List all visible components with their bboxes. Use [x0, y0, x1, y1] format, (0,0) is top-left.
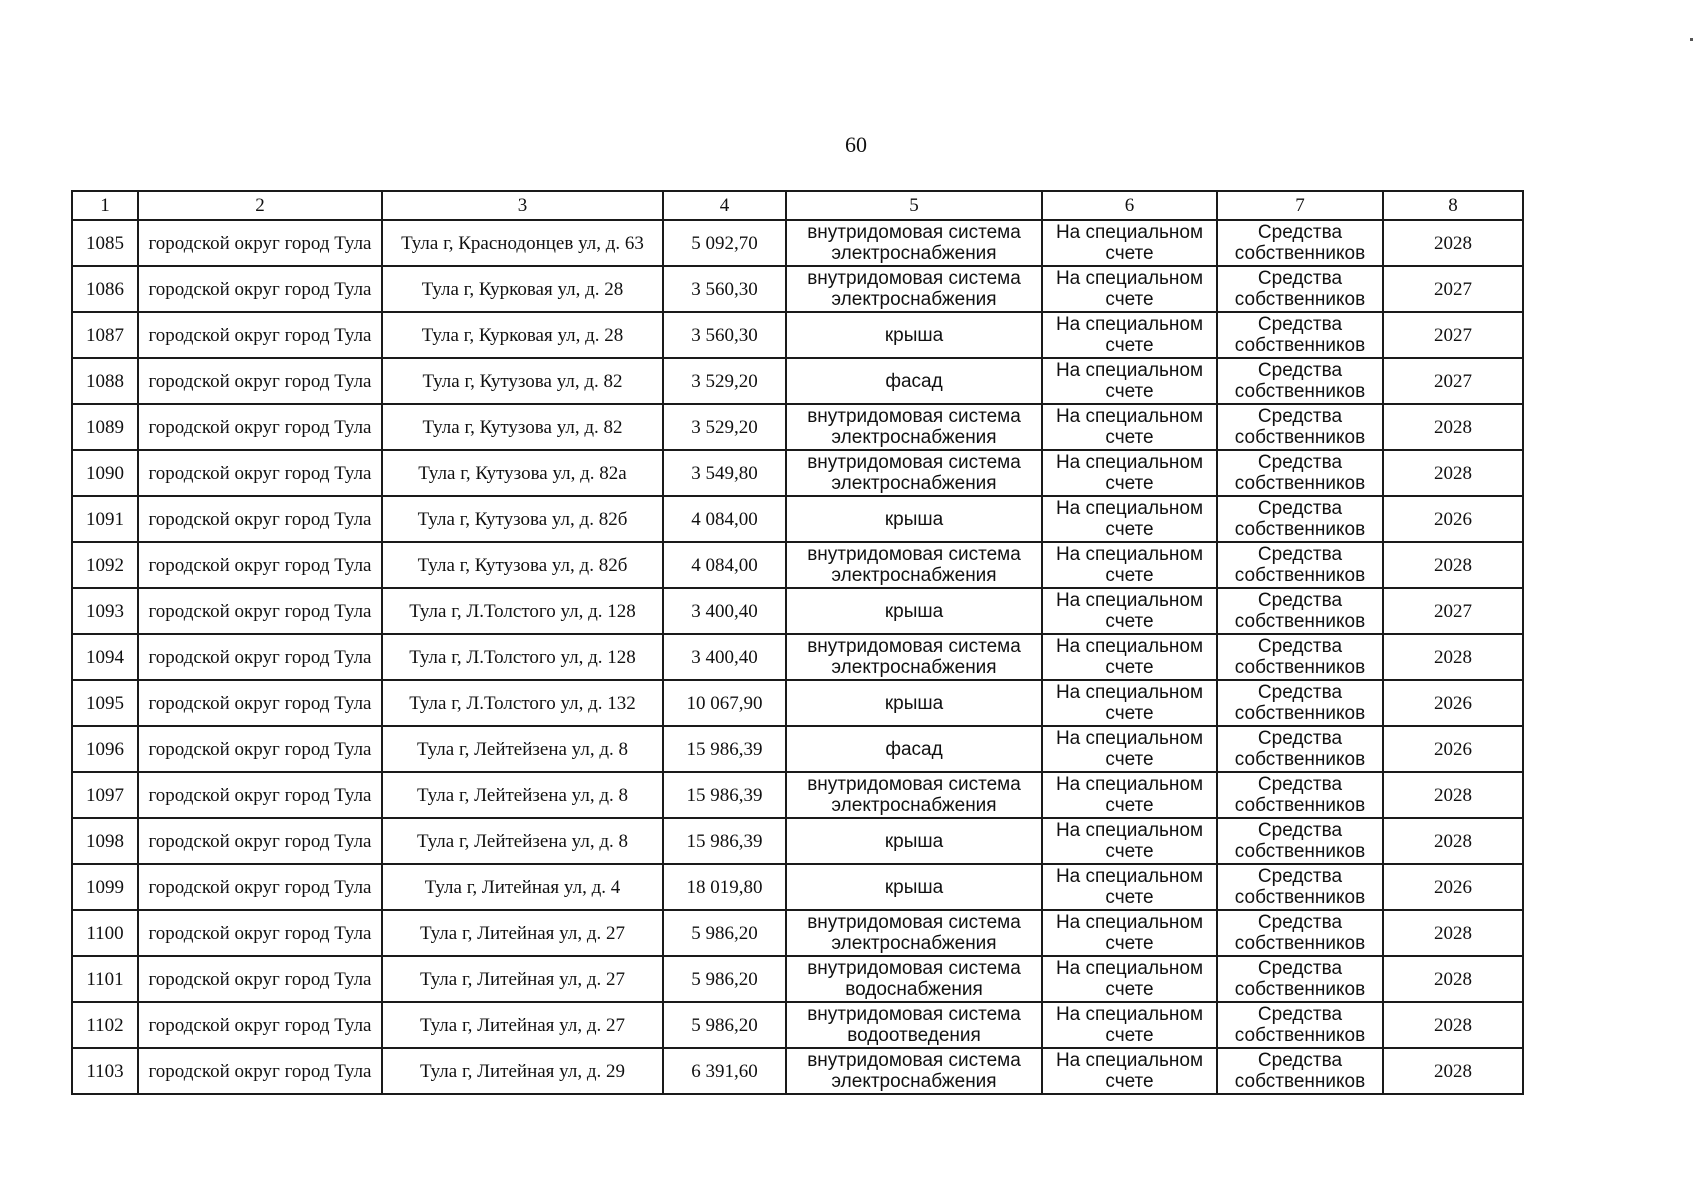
cell-municipality: городской округ город Тула — [138, 266, 382, 312]
table-row — [72, 772, 1523, 818]
cell-address: Тула г, Кутузова ул, д. 82 — [382, 404, 663, 450]
cell-row-number: 1101 — [72, 956, 138, 1002]
cell-funding-source: Средства собственников — [1217, 864, 1383, 910]
cell-repair-element: крыша — [786, 312, 1042, 358]
cell-repair-element: внутридомовая система электроснабжения — [786, 404, 1042, 450]
cell-year: 2028 — [1383, 542, 1523, 588]
capital-repair-register-table — [71, 190, 1524, 1095]
table-body — [72, 220, 1523, 1094]
cell-row-number: 1102 — [72, 1002, 138, 1048]
cell-row-number: 1090 — [72, 450, 138, 496]
cell-fund-account: На специальном счете — [1042, 772, 1217, 818]
cell-year: 2028 — [1383, 404, 1523, 450]
table-row — [72, 1048, 1523, 1094]
cell-area: 3 549,80 — [663, 450, 786, 496]
cell-row-number: 1103 — [72, 1048, 138, 1094]
cell-address: Тула г, Л.Толстого ул, д. 128 — [382, 634, 663, 680]
cell-fund-account: На специальном счете — [1042, 266, 1217, 312]
cell-year: 2028 — [1383, 772, 1523, 818]
cell-funding-source: Средства собственников — [1217, 496, 1383, 542]
cell-area: 4 084,00 — [663, 496, 786, 542]
cell-funding-source: Средства собственников — [1217, 818, 1383, 864]
cell-address: Тула г, Литейная ул, д. 4 — [382, 864, 663, 910]
cell-repair-element: внутридомовая система электроснабжения — [786, 220, 1042, 266]
table-row — [72, 496, 1523, 542]
cell-municipality: городской округ город Тула — [138, 450, 382, 496]
cell-row-number: 1100 — [72, 910, 138, 956]
cell-fund-account: На специальном счете — [1042, 1002, 1217, 1048]
scan-speck — [1690, 38, 1693, 41]
column-header: 8 — [1383, 191, 1523, 220]
cell-row-number: 1098 — [72, 818, 138, 864]
cell-area: 5 986,20 — [663, 910, 786, 956]
cell-year: 2028 — [1383, 450, 1523, 496]
cell-year: 2026 — [1383, 726, 1523, 772]
cell-area: 6 391,60 — [663, 1048, 786, 1094]
cell-repair-element: крыша — [786, 588, 1042, 634]
cell-fund-account: На специальном счете — [1042, 312, 1217, 358]
table-row — [72, 450, 1523, 496]
column-header: 1 — [72, 191, 138, 220]
cell-row-number: 1091 — [72, 496, 138, 542]
cell-area: 3 529,20 — [663, 404, 786, 450]
table-row — [72, 726, 1523, 772]
cell-area: 15 986,39 — [663, 818, 786, 864]
cell-area: 15 986,39 — [663, 726, 786, 772]
cell-funding-source: Средства собственников — [1217, 450, 1383, 496]
cell-address: Тула г, Лейтейзена ул, д. 8 — [382, 818, 663, 864]
cell-fund-account: На специальном счете — [1042, 1048, 1217, 1094]
cell-address: Тула г, Кутузова ул, д. 82б — [382, 496, 663, 542]
cell-repair-element: крыша — [786, 864, 1042, 910]
cell-row-number: 1099 — [72, 864, 138, 910]
cell-funding-source: Средства собственников — [1217, 1002, 1383, 1048]
cell-row-number: 1095 — [72, 680, 138, 726]
cell-year: 2028 — [1383, 956, 1523, 1002]
cell-address: Тула г, Курковая ул, д. 28 — [382, 312, 663, 358]
cell-fund-account: На специальном счете — [1042, 956, 1217, 1002]
cell-address: Тула г, Курковая ул, д. 28 — [382, 266, 663, 312]
cell-fund-account: На специальном счете — [1042, 726, 1217, 772]
cell-fund-account: На специальном счете — [1042, 910, 1217, 956]
cell-address: Тула г, Кутузова ул, д. 82а — [382, 450, 663, 496]
cell-year: 2028 — [1383, 1048, 1523, 1094]
cell-municipality: городской округ город Тула — [138, 542, 382, 588]
cell-address: Тула г, Литейная ул, д. 27 — [382, 910, 663, 956]
cell-area: 18 019,80 — [663, 864, 786, 910]
cell-repair-element: крыша — [786, 680, 1042, 726]
cell-address: Тула г, Лейтейзена ул, д. 8 — [382, 772, 663, 818]
cell-area: 5 986,20 — [663, 956, 786, 1002]
table-row — [72, 818, 1523, 864]
cell-funding-source: Средства собственников — [1217, 404, 1383, 450]
cell-repair-element: внутридомовая система электроснабжения — [786, 1048, 1042, 1094]
column-header: 4 — [663, 191, 786, 220]
cell-address: Тула г, Л.Толстого ул, д. 128 — [382, 588, 663, 634]
cell-municipality: городской округ город Тула — [138, 404, 382, 450]
table-row — [72, 266, 1523, 312]
cell-repair-element: внутридомовая система электроснабжения — [786, 266, 1042, 312]
page-number: 60 — [845, 132, 867, 157]
cell-row-number: 1094 — [72, 634, 138, 680]
cell-funding-source: Средства собственников — [1217, 1048, 1383, 1094]
cell-funding-source: Средства собственников — [1217, 956, 1383, 1002]
cell-year: 2027 — [1383, 312, 1523, 358]
cell-municipality: городской округ город Тула — [138, 864, 382, 910]
column-header: 3 — [382, 191, 663, 220]
table-row — [72, 404, 1523, 450]
cell-address: Тула г, Краснодонцев ул, д. 63 — [382, 220, 663, 266]
cell-year: 2028 — [1383, 818, 1523, 864]
cell-funding-source: Средства собственников — [1217, 772, 1383, 818]
cell-area: 3 400,40 — [663, 634, 786, 680]
cell-year: 2027 — [1383, 266, 1523, 312]
cell-row-number: 1088 — [72, 358, 138, 404]
cell-municipality: городской округ город Тула — [138, 680, 382, 726]
cell-repair-element: внутридомовая система водоснабжения — [786, 956, 1042, 1002]
cell-row-number: 1085 — [72, 220, 138, 266]
table-row — [72, 312, 1523, 358]
cell-funding-source: Средства собственников — [1217, 634, 1383, 680]
table-row — [72, 220, 1523, 266]
column-number-row — [72, 191, 1523, 220]
cell-municipality: городской округ город Тула — [138, 1002, 382, 1048]
cell-funding-source: Средства собственников — [1217, 726, 1383, 772]
cell-row-number: 1097 — [72, 772, 138, 818]
cell-municipality: городской округ город Тула — [138, 220, 382, 266]
cell-repair-element: внутридомовая система электроснабжения — [786, 450, 1042, 496]
cell-fund-account: На специальном счете — [1042, 818, 1217, 864]
table-row — [72, 358, 1523, 404]
table-row — [72, 542, 1523, 588]
cell-fund-account: На специальном счете — [1042, 404, 1217, 450]
cell-year: 2026 — [1383, 680, 1523, 726]
cell-municipality: городской округ город Тула — [138, 726, 382, 772]
cell-fund-account: На специальном счете — [1042, 220, 1217, 266]
cell-year: 2028 — [1383, 1002, 1523, 1048]
cell-area: 5 092,70 — [663, 220, 786, 266]
cell-area: 3 400,40 — [663, 588, 786, 634]
cell-funding-source: Средства собственников — [1217, 588, 1383, 634]
cell-area: 15 986,39 — [663, 772, 786, 818]
cell-municipality: городской округ город Тула — [138, 910, 382, 956]
cell-fund-account: На специальном счете — [1042, 588, 1217, 634]
table-row — [72, 680, 1523, 726]
table-row — [72, 588, 1523, 634]
cell-fund-account: На специальном счете — [1042, 634, 1217, 680]
cell-year: 2028 — [1383, 634, 1523, 680]
cell-address: Тула г, Л.Толстого ул, д. 132 — [382, 680, 663, 726]
cell-municipality: городской округ город Тула — [138, 358, 382, 404]
cell-area: 3 560,30 — [663, 266, 786, 312]
cell-municipality: городской округ город Тула — [138, 1048, 382, 1094]
cell-repair-element: внутридомовая система электроснабжения — [786, 772, 1042, 818]
cell-row-number: 1096 — [72, 726, 138, 772]
cell-year: 2027 — [1383, 588, 1523, 634]
cell-address: Тула г, Литейная ул, д. 29 — [382, 1048, 663, 1094]
table-row — [72, 956, 1523, 1002]
cell-fund-account: На специальном счете — [1042, 864, 1217, 910]
cell-year: 2028 — [1383, 220, 1523, 266]
cell-fund-account: На специальном счете — [1042, 450, 1217, 496]
cell-municipality: городской округ город Тула — [138, 772, 382, 818]
cell-area: 5 986,20 — [663, 1002, 786, 1048]
column-header: 5 — [786, 191, 1042, 220]
cell-row-number: 1087 — [72, 312, 138, 358]
cell-municipality: городской округ город Тула — [138, 818, 382, 864]
cell-fund-account: На специальном счете — [1042, 680, 1217, 726]
cell-funding-source: Средства собственников — [1217, 312, 1383, 358]
table-row — [72, 864, 1523, 910]
cell-funding-source: Средства собственников — [1217, 542, 1383, 588]
cell-municipality: городской округ город Тула — [138, 496, 382, 542]
cell-funding-source: Средства собственников — [1217, 358, 1383, 404]
cell-fund-account: На специальном счете — [1042, 358, 1217, 404]
cell-address: Тула г, Лейтейзена ул, д. 8 — [382, 726, 663, 772]
cell-area: 3 560,30 — [663, 312, 786, 358]
cell-repair-element: фасад — [786, 726, 1042, 772]
cell-address: Тула г, Литейная ул, д. 27 — [382, 1002, 663, 1048]
cell-year: 2028 — [1383, 910, 1523, 956]
column-header: 2 — [138, 191, 382, 220]
cell-municipality: городской округ город Тула — [138, 312, 382, 358]
cell-row-number: 1093 — [72, 588, 138, 634]
table-row — [72, 1002, 1523, 1048]
cell-municipality: городской округ город Тула — [138, 588, 382, 634]
table-row — [72, 910, 1523, 956]
cell-row-number: 1086 — [72, 266, 138, 312]
cell-year: 2027 — [1383, 358, 1523, 404]
cell-repair-element: внутридомовая система электроснабжения — [786, 634, 1042, 680]
cell-repair-element: крыша — [786, 818, 1042, 864]
cell-funding-source: Средства собственников — [1217, 910, 1383, 956]
cell-municipality: городской округ город Тула — [138, 634, 382, 680]
cell-fund-account: На специальном счете — [1042, 496, 1217, 542]
cell-funding-source: Средства собственников — [1217, 220, 1383, 266]
cell-repair-element: внутридомовая система электроснабжения — [786, 542, 1042, 588]
cell-area: 4 084,00 — [663, 542, 786, 588]
cell-fund-account: На специальном счете — [1042, 542, 1217, 588]
cell-year: 2026 — [1383, 496, 1523, 542]
cell-address: Тула г, Кутузова ул, д. 82 — [382, 358, 663, 404]
cell-repair-element: фасад — [786, 358, 1042, 404]
cell-year: 2026 — [1383, 864, 1523, 910]
cell-area: 3 529,20 — [663, 358, 786, 404]
column-header: 7 — [1217, 191, 1383, 220]
column-header: 6 — [1042, 191, 1217, 220]
cell-area: 10 067,90 — [663, 680, 786, 726]
cell-funding-source: Средства собственников — [1217, 680, 1383, 726]
table-row — [72, 634, 1523, 680]
cell-row-number: 1092 — [72, 542, 138, 588]
cell-municipality: городской округ город Тула — [138, 956, 382, 1002]
cell-repair-element: крыша — [786, 496, 1042, 542]
cell-address: Тула г, Литейная ул, д. 27 — [382, 956, 663, 1002]
cell-address: Тула г, Кутузова ул, д. 82б — [382, 542, 663, 588]
cell-repair-element: внутридомовая система электроснабжения — [786, 910, 1042, 956]
cell-repair-element: внутридомовая система водоотведения — [786, 1002, 1042, 1048]
cell-funding-source: Средства собственников — [1217, 266, 1383, 312]
cell-row-number: 1089 — [72, 404, 138, 450]
